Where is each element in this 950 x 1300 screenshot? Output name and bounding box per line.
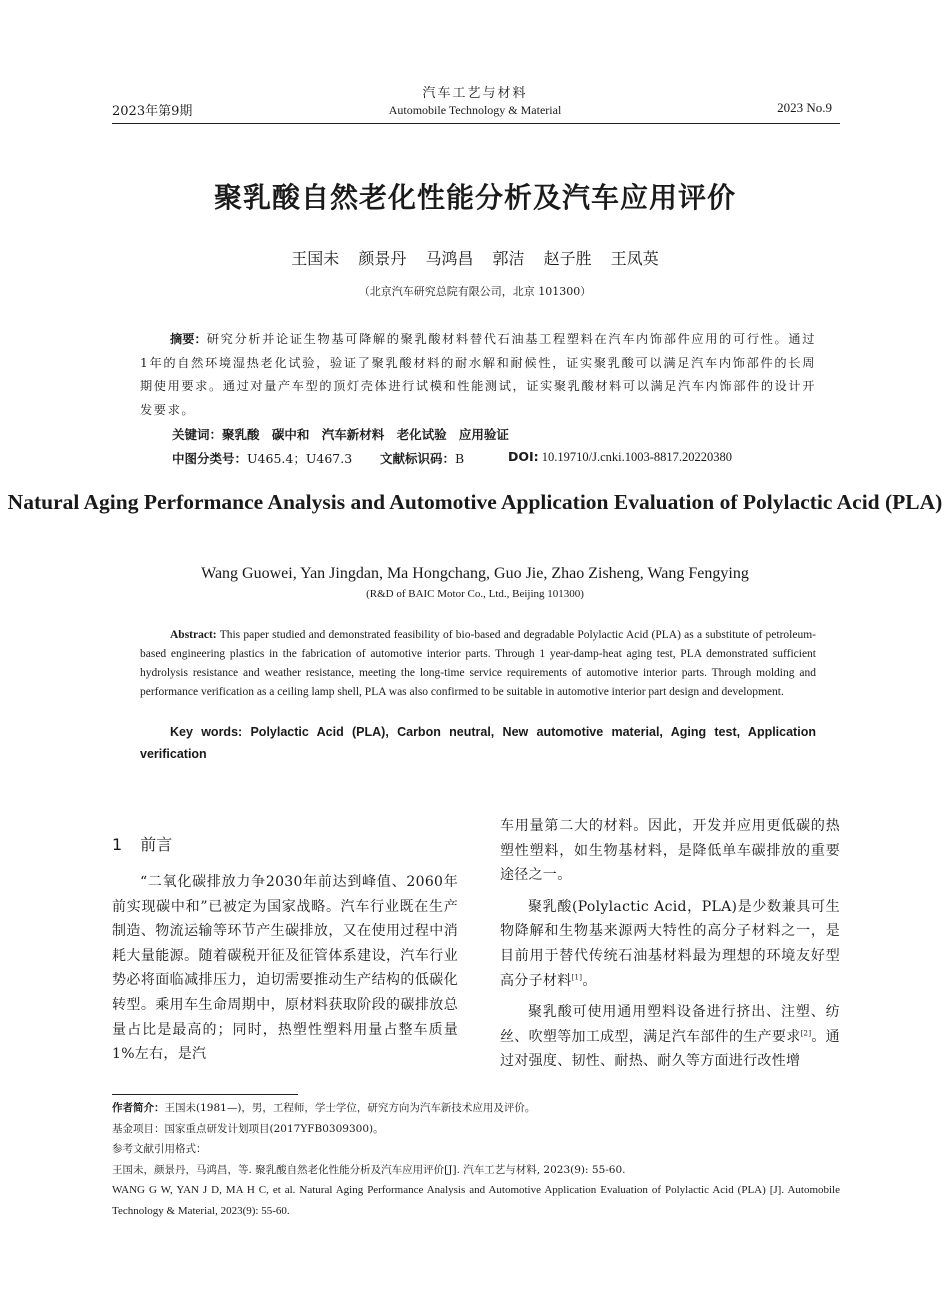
footnotes bbox=[112, 1098, 840, 1221]
abstract-en bbox=[140, 626, 816, 702]
section-title: 前言 bbox=[140, 835, 173, 854]
p3-text: 聚乳酸可使用通用塑料设备进行挤出、注塑、纺丝、吹塑等加工成型，满足汽车部件的生产要求 bbox=[500, 1004, 840, 1045]
keywords-cn-label: 关键词： bbox=[172, 427, 223, 442]
p3-end: 。通过对强度、韧性、耐热、耐久等方面进行改性增 bbox=[500, 1028, 840, 1070]
body-column-left bbox=[112, 870, 458, 1067]
doi-value: 10.19710/J.cnki.1003-8817.20220380 bbox=[541, 450, 733, 464]
authors-cn: 王国未 颜景丹 马鸿昌 郭洁 赵子胜 王凤英 bbox=[291, 249, 659, 268]
journal-name-cn: 汽车工艺与材料 bbox=[422, 86, 528, 101]
p2-end: 。 bbox=[582, 972, 597, 989]
keywords-en-label: Key words: bbox=[170, 725, 243, 739]
section-heading bbox=[112, 832, 172, 855]
paper-title-en: Natural Aging Performance Analysis and Automotive Application Evaluation of Polylactic Acid (PLA) bbox=[7, 490, 943, 514]
authors-en: Wang Guowei, Yan Jingdan, Ma Hongchang, Guo Jie, Zhao Zisheng, Wang Fengying bbox=[201, 565, 749, 582]
classification-row bbox=[172, 449, 822, 467]
keywords-cn bbox=[172, 425, 509, 443]
footnote-rule bbox=[112, 1094, 298, 1095]
author-bio-label: 作者简介： bbox=[112, 1102, 165, 1114]
doc-code-label: 文献标识码： bbox=[380, 451, 456, 466]
keywords-en bbox=[140, 721, 816, 765]
citation-en: WANG G W, YAN J D, MA H C, et al. Natural Aging Performance Analysis and Automotive Application Evaluation of Polylactic Acid (PLA) [J]. Automobile Technology & Material, 2023(9): 55-60. bbox=[112, 1184, 840, 1217]
body-paragraph-1-part-b: 车用量第二大的材料。因此，开发并应用更低碳的热塑性塑料，如生物基材料，是降低单车碳排放的重要途径之一。 bbox=[500, 818, 840, 884]
abstract-cn-label: 摘要： bbox=[170, 332, 207, 346]
header-rule bbox=[112, 123, 840, 124]
ref-1: [1] bbox=[571, 972, 583, 981]
abstract-en-text: This paper studied and demonstrated feasibility of bio-based and degradable Polylactic Acid (PLA) as a substitute of petroleum-based engineering plastics in the fabrication of automotive interior parts. Through 1 year-damp-heat aging test, PLA demonstrated sufficient hydrolysis resistance and weather resistance, meeting the long-time service requirements of automotive interior parts. Through molding and performance verification as a ceiling lamp shell, PLA was also confirmed to be suitable in automotive interior part design and development. bbox=[140, 629, 817, 698]
abstract-en-label: Abstract: bbox=[170, 629, 217, 641]
keywords-cn-items: 聚乳酸 碳中和 汽车新材料 老化试验 应用验证 bbox=[222, 427, 509, 442]
section-number: 1 bbox=[112, 835, 123, 854]
body-paragraph-3 bbox=[500, 1000, 840, 1074]
affiliation-en: (R&D of BAIC Motor Co., Ltd., Beijing 101300) bbox=[366, 588, 584, 600]
p2-text: 聚乳酸(Polylactic Acid，PLA)是少数兼具可生物降解和生物基来源两大特性的高分子材料之一，是目前用于替代传统石油基材料最为理想的环境友好型高分子材料 bbox=[500, 898, 840, 989]
clc-label: 中图分类号： bbox=[172, 451, 248, 466]
body-paragraph-1-part-a: “二氧化碳排放力争2030年前达到峰值、2060年前实现碳中和”已被定为国家战略。汽车行业既在生产制造、物流运输等环节产生碳排放，又在使用过程中消耗大量能源。随着碳税开征及征管体系建设，汽车行业势必将面临减排压力，迫切需要推动生产结构的低碳化转型。乘用车生命周期中，原材料获取阶段的碳排放总量占比是最高的；同时，热塑性塑料用量占整车质量1%左右，是汽 bbox=[112, 874, 458, 1063]
body-column-right bbox=[500, 814, 840, 1074]
fund-info: 基金项目：国家重点研发计划项目(2017YFB0309300)。 bbox=[112, 1122, 384, 1135]
clc-value: U465.4；U467.3 bbox=[247, 451, 353, 466]
keywords-en-items: Polylactic Acid (PLA), Carbon neutral, New automotive material, Aging test, Application verification bbox=[140, 725, 816, 761]
citation-label: 参考文献引用格式： bbox=[112, 1143, 207, 1155]
citation-cn: 王国未，颜景丹，马鸿昌，等. 聚乳酸自然老化性能分析及汽车应用评价[J]. 汽车工艺与材料, 2023(9): 55-60. bbox=[112, 1163, 626, 1176]
doc-code-value: B bbox=[455, 451, 465, 466]
author-bio bbox=[112, 1098, 840, 1119]
abstract-cn bbox=[140, 328, 816, 422]
doi-label: DOI: bbox=[508, 449, 539, 464]
abstract-cn-text: 研究分析并论证生物基可降解的聚乳酸材料替代石油基工程塑料在汽车内饰部件应用的可行性。通过1年的自然环境湿热老化试验，验证了聚乳酸材料的耐水解和耐候性，证实聚乳酸可以满足汽车内饰部件的长周期使用要求。通过对量产车型的顶灯壳体进行试模和性能测试，证实聚乳酸材料可以满足汽车内饰部件的设计开发要求。 bbox=[140, 332, 816, 417]
ref-2: [2] bbox=[800, 1029, 812, 1038]
body-paragraph-2 bbox=[500, 895, 840, 993]
affiliation-cn: （北京汽车研究总院有限公司，北京 101300） bbox=[358, 285, 592, 298]
journal-name-en: Automobile Technology & Material bbox=[388, 103, 562, 117]
author-bio-text: 王国未(1981—)，男，工程师，学士学位，研究方向为汽车新技术应用及评价。 bbox=[164, 1102, 536, 1114]
paper-title-cn: 聚乳酸自然老化性能分析及汽车应用评价 bbox=[213, 181, 736, 214]
issue-label: 2023年第9期 bbox=[112, 104, 193, 119]
issue-number: 2023 No.9 bbox=[777, 100, 832, 115]
